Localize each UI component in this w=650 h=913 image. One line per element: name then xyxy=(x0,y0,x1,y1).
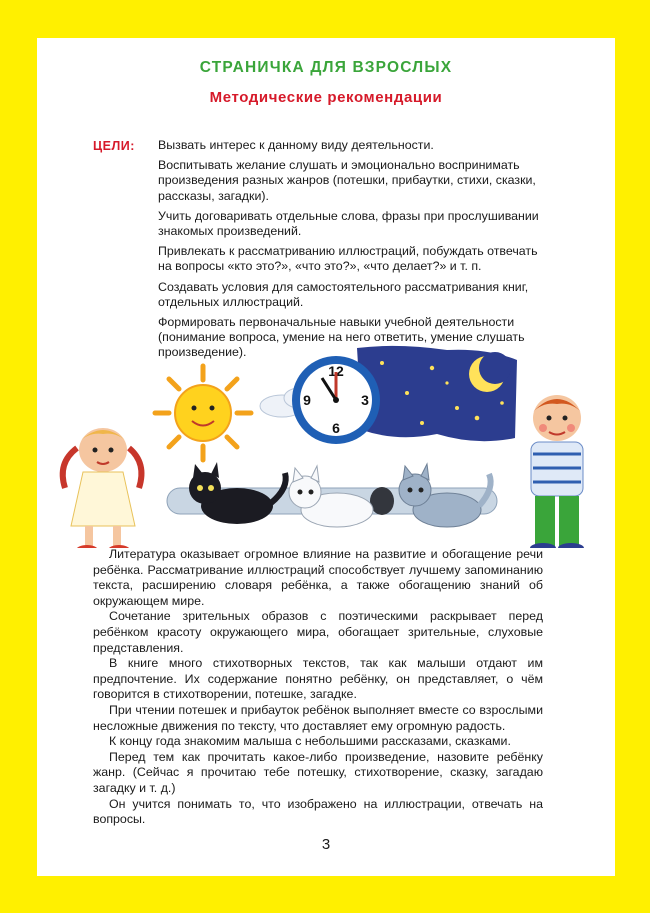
body-paragraph: Он учится понимать то, что изображено на иллюстрации, отвечать на вопросы. xyxy=(93,796,543,827)
clock-number-12: 12 xyxy=(328,363,344,379)
body-paragraph: Перед тем как прочитать какое-либо произведение, назовите ребёнку жанр. (Сейчас я прочитаю тебе потешку, стихотворение, сказку, загадаю загадку и т. д.) xyxy=(93,749,543,795)
page xyxy=(37,38,615,876)
clock-number-9: 9 xyxy=(303,392,311,408)
night-sky-image xyxy=(357,346,517,441)
goals-label: ЦЕЛИ: xyxy=(93,139,135,153)
goal-item: Вызвать интерес к данному виду деятельности. xyxy=(158,138,434,152)
sun-image xyxy=(155,366,251,460)
body-paragraph: При чтении потешек и прибауток ребёнок выполняет вместе со взрослыми несложные движения по тексту, что доставляет ему огромную радость. xyxy=(93,702,543,733)
body-text xyxy=(93,547,543,828)
clock-number-3: 3 xyxy=(361,392,369,408)
body-paragraph: В книге много стихотворных текстов, так как малыши отдают им предпочтение. Их содержание понятно ребёнку, он представляет, о чём говорится в стихотворении, потешке, загадке. xyxy=(93,656,543,702)
boy-image xyxy=(530,395,584,548)
goal-item: Формировать первоначальные навыки учебной деятельности (понимание вопроса, умение на него ответить, умение слушать произведение). xyxy=(158,315,525,360)
goals-list xyxy=(158,138,548,366)
page-number: 3 xyxy=(321,836,331,853)
page-title: СТРАНИЧКА ДЛЯ ВЗРОСЛЫХ xyxy=(199,59,453,76)
goal-item: Учить договаривать отдельные слова, фразы при прослушивании знакомых произведений. xyxy=(158,208,539,239)
body-paragraph: Литература оказывает огромное влияние на развитие и обогащение речи ребёнка. Рассматривание иллюстраций способствует лучшему запоминанию текста, расширению словаря ребёнка, а также обогащению знаний об окружающем мире. xyxy=(93,547,543,608)
illustration xyxy=(37,338,615,548)
goal-item: Воспитывать желание слушать и эмоционально воспринимать произведения разных жанров (потешки, прибаутки, стихи, сказки, рассказы, загадки). xyxy=(158,158,536,203)
girl-image xyxy=(63,428,142,548)
body-paragraph: Сочетание зрительных образов с поэтическими раскрывает перед ребёнком красоту окружающего мира, обогащает зрительные, слуховые представления. xyxy=(93,609,543,655)
clock-number-6: 6 xyxy=(332,420,340,436)
clock-image xyxy=(292,356,380,444)
body-paragraph: К концу года знакомим малыша с небольшими рассказами, сказками. xyxy=(109,734,511,749)
goal-item: Привлекать к рассматриванию иллюстраций, побуждать отвечать на вопросы «кто это?», «что это?», «что делает?» и т. п. xyxy=(158,244,538,274)
page-subtitle: Методические рекомендации xyxy=(209,89,443,106)
goal-item: Создавать условия для самостоятельного рассматривания книг, отдельных иллюстраций. xyxy=(158,279,529,309)
